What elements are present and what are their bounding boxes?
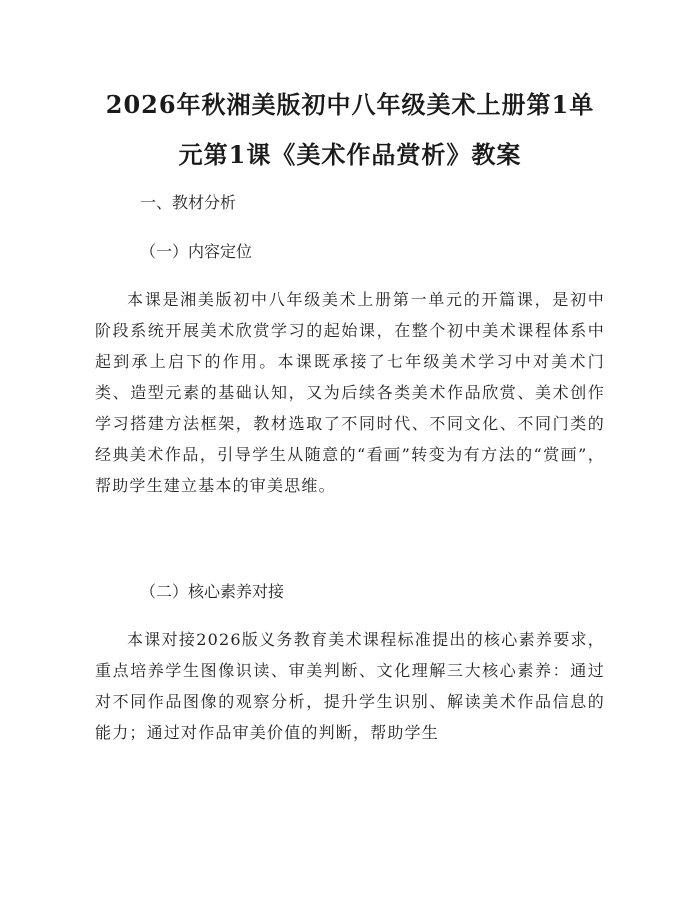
paragraph-core-literacy: 本课对接2026版义务教育美术课程标准提出的核心素养要求，重点培养学生图像识读、审美判断、文化理解三大核心素养：通过对不同作品图像的观察分析，提升学生识别、解读美术作品信息的能力；通过对作品审美价值的判断，帮助学生 [95,630,605,742]
paragraph-content-positioning: 本课是湘美版初中八年级美术上册第一单元的开篇课，是初中阶段系统开展美术欣赏学习的起始课，在整个初中美术课程体系中起到承上启下的作用。本课既承接了七年级美术学习中对美术门类、造型元素的基础认知，又为后续各类美术作品欣赏、美术创作学习搭建方法框架，教材选取了不同时代、不同文化、不同门类的经典美术作品，引导学生从随意的“看画”转变为有方法的“赏画”，帮助学生建立基本的审美思维。 [95,290,605,495]
subsection-heading-content-positioning: （一）内容定位 [140,242,253,261]
section-heading-textbook-analysis: 一、教材分析 [140,193,237,212]
subsection-heading-core-literacy: （二）核心素养对接 [140,582,285,601]
document-title: 2026年秋湘美版初中八年级美术上册第1单元第1课《美术作品赏析》教案 [105,90,595,169]
